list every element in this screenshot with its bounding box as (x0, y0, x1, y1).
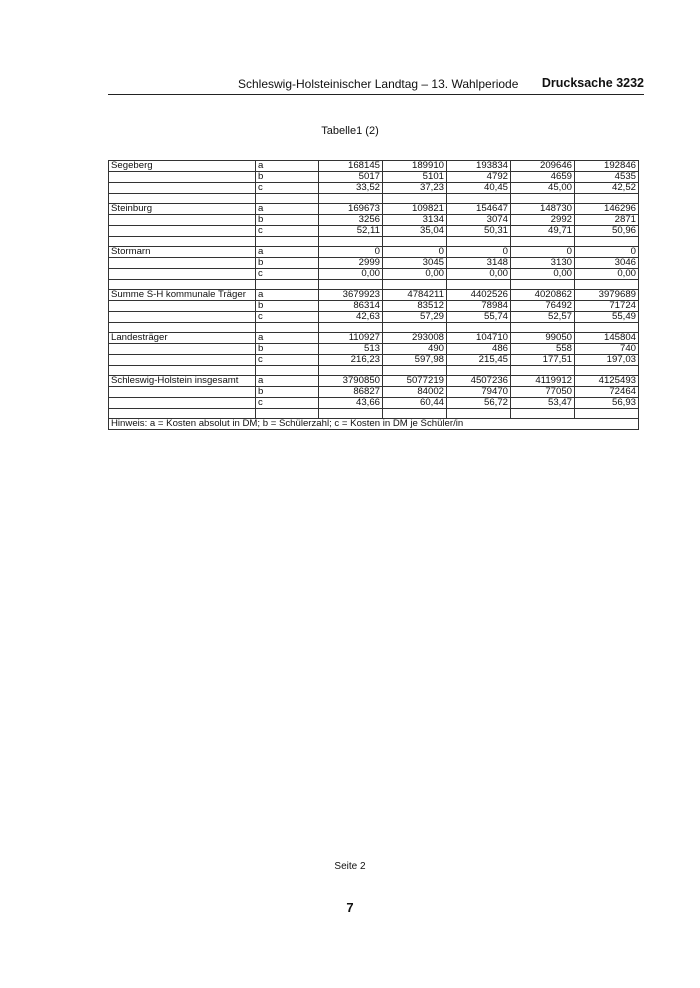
value-cell: 57,29 (383, 312, 447, 323)
value-cell: 5101 (383, 172, 447, 183)
value-cell: 293008 (383, 333, 447, 344)
value-cell: 84002 (383, 387, 447, 398)
table-row (109, 183, 639, 194)
value-cell: 2999 (319, 258, 383, 269)
value-cell: 5077219 (383, 376, 447, 387)
row-label: c (256, 226, 319, 237)
value-cell: 597,98 (383, 355, 447, 366)
spacer-cell (575, 280, 639, 290)
value-cell: 43,66 (319, 398, 383, 409)
value-cell: 0 (383, 247, 447, 258)
spacer-cell (511, 237, 575, 247)
value-cell: 4020862 (511, 290, 575, 301)
value-cell: 148730 (511, 204, 575, 215)
value-cell: 33,52 (319, 183, 383, 194)
spacer-row (109, 280, 639, 290)
value-cell: 3046 (575, 258, 639, 269)
spacer-cell (575, 323, 639, 333)
value-cell: 110927 (319, 333, 383, 344)
value-cell: 71724 (575, 301, 639, 312)
row-label: c (256, 355, 319, 366)
group-name-empty (109, 226, 256, 237)
value-cell: 216,23 (319, 355, 383, 366)
row-label: a (256, 161, 319, 172)
value-cell: 0,00 (575, 269, 639, 280)
note-row (109, 419, 639, 430)
value-cell: 83512 (383, 301, 447, 312)
value-cell: 45,00 (511, 183, 575, 194)
table-row (109, 258, 639, 269)
page-label: Seite 2 (334, 861, 366, 872)
group-name-empty (109, 344, 256, 355)
spacer-cell (383, 366, 447, 376)
spacer-cell (511, 280, 575, 290)
spacer-cell (511, 409, 575, 419)
value-cell: 52,57 (511, 312, 575, 323)
group-name-empty (109, 387, 256, 398)
value-cell: 55,49 (575, 312, 639, 323)
note-text: Hinweis: a = Kosten absolut in DM; b = Schülerzahl; c = Kosten in DM je Schüler/in (109, 419, 639, 430)
value-cell: 4125493 (575, 376, 639, 387)
spacer-row (109, 409, 639, 419)
table-row (109, 398, 639, 409)
group-name-empty (109, 269, 256, 280)
value-cell: 35,04 (383, 226, 447, 237)
value-cell: 154647 (447, 204, 511, 215)
spacer-cell (319, 280, 383, 290)
spacer-cell (447, 409, 511, 419)
value-cell: 50,31 (447, 226, 511, 237)
value-cell: 3790850 (319, 376, 383, 387)
table-row (109, 333, 639, 344)
row-label: b (256, 258, 319, 269)
value-cell: 145804 (575, 333, 639, 344)
spacer-cell (383, 409, 447, 419)
value-cell: 177,51 (511, 355, 575, 366)
value-cell: 99050 (511, 333, 575, 344)
value-cell: 146296 (575, 204, 639, 215)
spacer-cell (511, 194, 575, 204)
row-label: c (256, 269, 319, 280)
value-cell: 77050 (511, 387, 575, 398)
spacer-cell (575, 194, 639, 204)
value-cell: 56,72 (447, 398, 511, 409)
spacer-cell (256, 323, 319, 333)
value-cell: 2871 (575, 215, 639, 226)
group-name-empty (109, 183, 256, 194)
page-header (108, 76, 644, 95)
spacer-cell (319, 194, 383, 204)
spacer-cell (319, 323, 383, 333)
table-caption: Tabelle1 (2) (321, 125, 379, 137)
value-cell: 4402526 (447, 290, 511, 301)
row-label: b (256, 301, 319, 312)
spacer-cell (511, 323, 575, 333)
row-label: b (256, 344, 319, 355)
value-cell: 5017 (319, 172, 383, 183)
spacer-cell (575, 237, 639, 247)
value-cell: 55,74 (447, 312, 511, 323)
spacer-cell (256, 366, 319, 376)
value-cell: 56,93 (575, 398, 639, 409)
value-cell: 4659 (511, 172, 575, 183)
value-cell: 4119912 (511, 376, 575, 387)
table-row (109, 226, 639, 237)
group-name-empty (109, 172, 256, 183)
value-cell: 53,47 (511, 398, 575, 409)
group-name: Landesträger (109, 333, 256, 344)
spacer-cell (383, 280, 447, 290)
spacer-cell (575, 409, 639, 419)
value-cell: 86827 (319, 387, 383, 398)
spacer-cell (511, 366, 575, 376)
group-name: Steinburg (109, 204, 256, 215)
value-cell: 740 (575, 344, 639, 355)
group-name-empty (109, 301, 256, 312)
value-cell: 40,45 (447, 183, 511, 194)
value-cell: 104710 (447, 333, 511, 344)
table-row (109, 290, 639, 301)
group-name: Schleswig-Holstein insgesamt (109, 376, 256, 387)
spacer-cell (383, 194, 447, 204)
value-cell: 197,03 (575, 355, 639, 366)
group-name-empty (109, 398, 256, 409)
value-cell: 189910 (383, 161, 447, 172)
group-name-empty (109, 215, 256, 226)
spacer-cell (109, 409, 256, 419)
table-row (109, 247, 639, 258)
table-row (109, 161, 639, 172)
page-number: 7 (346, 900, 354, 915)
spacer-cell (319, 366, 383, 376)
table-row (109, 355, 639, 366)
group-name: Segeberg (109, 161, 256, 172)
value-cell: 60,44 (383, 398, 447, 409)
spacer-cell (447, 237, 511, 247)
value-cell: 215,45 (447, 355, 511, 366)
spacer-cell (256, 409, 319, 419)
spacer-cell (447, 366, 511, 376)
value-cell: 109821 (383, 204, 447, 215)
value-cell: 42,63 (319, 312, 383, 323)
group-name-empty (109, 355, 256, 366)
spacer-row (109, 323, 639, 333)
value-cell: 193834 (447, 161, 511, 172)
row-label: c (256, 312, 319, 323)
value-cell: 37,23 (383, 183, 447, 194)
spacer-cell (383, 323, 447, 333)
value-cell: 3130 (511, 258, 575, 269)
spacer-cell (447, 194, 511, 204)
value-cell: 42,52 (575, 183, 639, 194)
spacer-cell (109, 366, 256, 376)
table-row (109, 215, 639, 226)
value-cell: 86314 (319, 301, 383, 312)
spacer-cell (109, 237, 256, 247)
value-cell: 4792 (447, 172, 511, 183)
row-label: b (256, 387, 319, 398)
value-cell: 558 (511, 344, 575, 355)
value-cell: 0,00 (511, 269, 575, 280)
value-cell: 0 (447, 247, 511, 258)
table-row (109, 269, 639, 280)
spacer-cell (575, 366, 639, 376)
row-label: a (256, 376, 319, 387)
value-cell: 490 (383, 344, 447, 355)
spacer-cell (109, 194, 256, 204)
value-cell: 49,71 (511, 226, 575, 237)
spacer-cell (256, 194, 319, 204)
table-row (109, 172, 639, 183)
header-title: Schleswig-Holsteinischer Landtag – 13. Wahlperiode (238, 77, 519, 91)
value-cell: 513 (319, 344, 383, 355)
table-row (109, 312, 639, 323)
group-name-empty (109, 312, 256, 323)
document-number: Drucksache 3232 (541, 76, 644, 90)
value-cell: 3045 (383, 258, 447, 269)
group-name: Stormarn (109, 247, 256, 258)
value-cell: 3256 (319, 215, 383, 226)
value-cell: 4535 (575, 172, 639, 183)
value-cell: 76492 (511, 301, 575, 312)
value-cell: 209646 (511, 161, 575, 172)
value-cell: 78984 (447, 301, 511, 312)
value-cell: 79470 (447, 387, 511, 398)
value-cell: 0 (575, 247, 639, 258)
value-cell: 2992 (511, 215, 575, 226)
cost-table (108, 160, 639, 430)
row-label: b (256, 215, 319, 226)
row-label: a (256, 333, 319, 344)
spacer-cell (319, 237, 383, 247)
value-cell: 0,00 (319, 269, 383, 280)
value-cell: 3074 (447, 215, 511, 226)
spacer-cell (256, 237, 319, 247)
value-cell: 4507236 (447, 376, 511, 387)
value-cell: 192846 (575, 161, 639, 172)
value-cell: 0 (319, 247, 383, 258)
value-cell: 50,96 (575, 226, 639, 237)
value-cell: 3979689 (575, 290, 639, 301)
spacer-cell (447, 323, 511, 333)
spacer-row (109, 194, 639, 204)
row-label: a (256, 290, 319, 301)
value-cell: 0 (511, 247, 575, 258)
value-cell: 3134 (383, 215, 447, 226)
spacer-cell (109, 280, 256, 290)
value-cell: 169673 (319, 204, 383, 215)
spacer-row (109, 366, 639, 376)
value-cell: 0,00 (447, 269, 511, 280)
value-cell: 72464 (575, 387, 639, 398)
value-cell: 0,00 (383, 269, 447, 280)
spacer-row (109, 237, 639, 247)
group-name-empty (109, 258, 256, 269)
table-row (109, 204, 639, 215)
spacer-cell (109, 323, 256, 333)
spacer-cell (447, 280, 511, 290)
row-label: c (256, 398, 319, 409)
value-cell: 168145 (319, 161, 383, 172)
group-name: Summe S-H kommunale Träger (109, 290, 256, 301)
row-label: a (256, 204, 319, 215)
table-row (109, 301, 639, 312)
value-cell: 4784211 (383, 290, 447, 301)
table-row (109, 387, 639, 398)
row-label: b (256, 172, 319, 183)
table-row (109, 344, 639, 355)
value-cell: 52,11 (319, 226, 383, 237)
value-cell: 3679923 (319, 290, 383, 301)
spacer-cell (256, 280, 319, 290)
row-label: a (256, 247, 319, 258)
spacer-cell (319, 409, 383, 419)
spacer-cell (383, 237, 447, 247)
value-cell: 3148 (447, 258, 511, 269)
value-cell: 486 (447, 344, 511, 355)
row-label: c (256, 183, 319, 194)
table-row (109, 376, 639, 387)
